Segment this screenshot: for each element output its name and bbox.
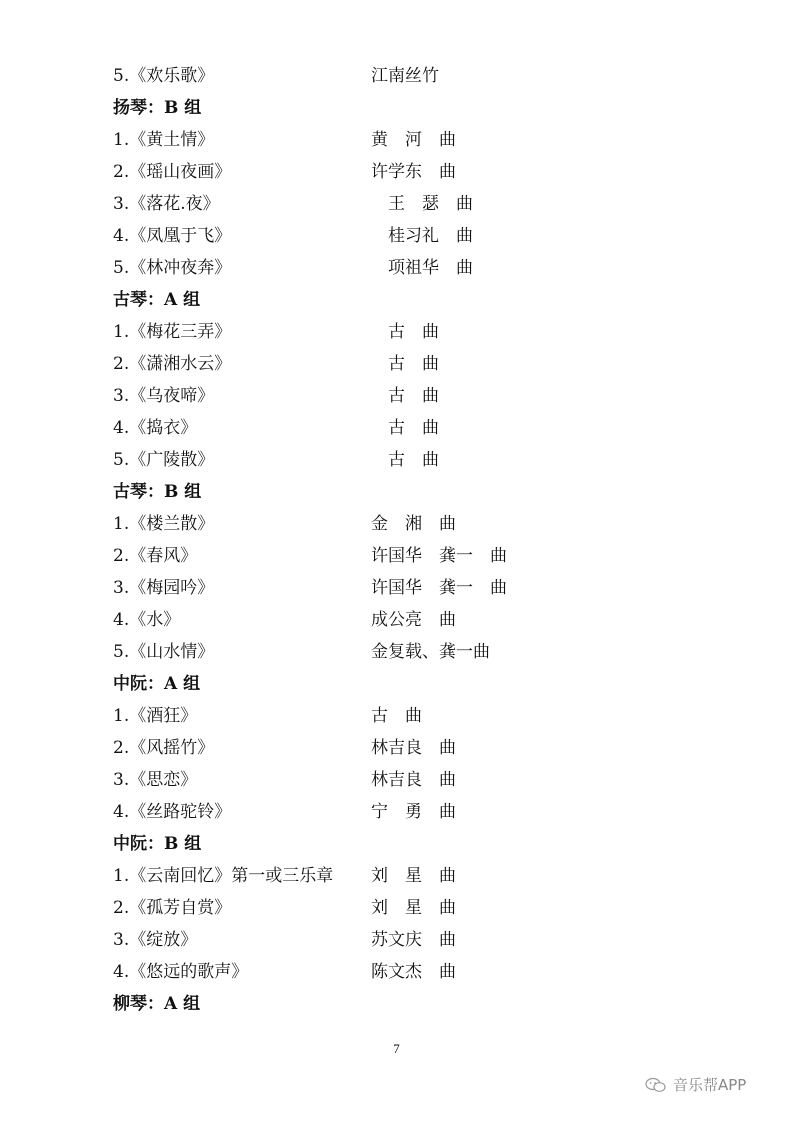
piece-composer: 古 曲 <box>371 354 439 374</box>
piece-composer: 古 曲 <box>371 450 439 470</box>
piece-row <box>113 604 753 636</box>
section-heading <box>113 988 753 1020</box>
piece-row <box>113 956 753 988</box>
section-heading <box>113 92 753 124</box>
piece-row <box>113 252 753 284</box>
piece-composer: 金复载、龚一曲 <box>371 642 490 662</box>
piece-title: 5.《林冲夜奔》 <box>113 258 232 278</box>
page-number: 7 <box>393 1041 400 1056</box>
piece-row <box>113 540 753 572</box>
piece-title: 2.《瑶山夜画》 <box>113 162 232 182</box>
piece-composer: 古 曲 <box>371 418 439 438</box>
piece-composer: 刘 星 曲 <box>371 866 456 886</box>
piece-row <box>113 60 753 92</box>
section-heading <box>113 828 753 860</box>
piece-title: 1.《云南回忆》第一或三乐章 <box>113 866 334 886</box>
piece-composer: 成公亮 曲 <box>371 610 456 630</box>
piece-title: 2.《春风》 <box>113 546 198 566</box>
piece-title: 4.《悠远的歌声》 <box>113 962 249 982</box>
piece-title: 4.《水》 <box>113 610 181 630</box>
section-heading <box>113 476 753 508</box>
piece-composer: 古 曲 <box>371 706 422 726</box>
piece-composer: 刘 星 曲 <box>371 898 456 918</box>
repertoire-list <box>113 60 753 1020</box>
piece-composer: 许国华 龚一 曲 <box>371 546 507 566</box>
piece-row <box>113 732 753 764</box>
piece-row <box>113 316 753 348</box>
piece-composer: 项祖华 曲 <box>371 258 473 278</box>
piece-row <box>113 572 753 604</box>
piece-row <box>113 412 753 444</box>
piece-row <box>113 380 753 412</box>
section-heading-text: 古琴：B 组 <box>113 482 202 502</box>
piece-title: 3.《落花.夜》 <box>113 194 220 214</box>
piece-row <box>113 924 753 956</box>
piece-title: 5.《广陵散》 <box>113 450 215 470</box>
section-heading-text: 扬琴：B 组 <box>113 98 202 118</box>
piece-row <box>113 860 753 892</box>
piece-title: 3.《思恋》 <box>113 770 198 790</box>
piece-title: 1.《黄土情》 <box>113 130 215 150</box>
piece-composer: 许学东 曲 <box>371 162 456 182</box>
section-heading-text: 中阮：A 组 <box>113 674 201 694</box>
piece-row <box>113 348 753 380</box>
piece-title: 4.《丝路驼铃》 <box>113 802 232 822</box>
piece-composer: 古 曲 <box>371 322 439 342</box>
piece-composer: 古 曲 <box>371 386 439 406</box>
piece-row <box>113 124 753 156</box>
piece-row <box>113 796 753 828</box>
piece-row <box>113 508 753 540</box>
piece-title: 1.《楼兰散》 <box>113 514 215 534</box>
piece-composer: 林吉良 曲 <box>371 770 456 790</box>
piece-composer: 许国华 龚一 曲 <box>371 578 507 598</box>
piece-title: 5.《欢乐歌》 <box>113 66 215 86</box>
piece-row <box>113 188 753 220</box>
section-heading-text: 中阮：B 组 <box>113 834 202 854</box>
piece-row <box>113 444 753 476</box>
piece-row <box>113 700 753 732</box>
watermark <box>645 1074 746 1095</box>
piece-title: 1.《酒狂》 <box>113 706 198 726</box>
piece-row <box>113 156 753 188</box>
section-heading-text: 柳琴：A 组 <box>113 994 201 1014</box>
piece-composer: 黄 河 曲 <box>371 130 456 150</box>
piece-title: 4.《捣衣》 <box>113 418 198 438</box>
piece-row <box>113 764 753 796</box>
piece-title: 5.《山水情》 <box>113 642 215 662</box>
section-heading <box>113 284 753 316</box>
piece-composer: 桂习礼 曲 <box>371 226 473 246</box>
piece-composer: 宁 勇 曲 <box>371 802 456 822</box>
piece-row <box>113 636 753 668</box>
piece-title: 3.《梅园吟》 <box>113 578 215 598</box>
piece-title: 3.《绽放》 <box>113 930 198 950</box>
piece-composer: 王 瑟 曲 <box>371 194 473 214</box>
piece-title: 3.《乌夜啼》 <box>113 386 215 406</box>
section-heading <box>113 668 753 700</box>
piece-title: 1.《梅花三弄》 <box>113 322 232 342</box>
piece-row <box>113 892 753 924</box>
piece-composer: 金 湘 曲 <box>371 514 456 534</box>
piece-title: 2.《潇湘水云》 <box>113 354 232 374</box>
wechat-icon <box>645 1077 667 1093</box>
piece-composer: 苏文庆 曲 <box>371 930 456 950</box>
piece-composer: 陈文杰 曲 <box>371 962 456 982</box>
piece-title: 2.《孤芳自赏》 <box>113 898 232 918</box>
watermark-text: 音乐帮APP <box>673 1076 747 1094</box>
piece-title: 2.《风摇竹》 <box>113 738 215 758</box>
piece-title: 4.《凤凰于飞》 <box>113 226 232 246</box>
section-heading-text: 古琴：A 组 <box>113 290 201 310</box>
piece-row <box>113 220 753 252</box>
piece-composer: 江南丝竹 <box>371 66 439 86</box>
piece-composer: 林吉良 曲 <box>371 738 456 758</box>
